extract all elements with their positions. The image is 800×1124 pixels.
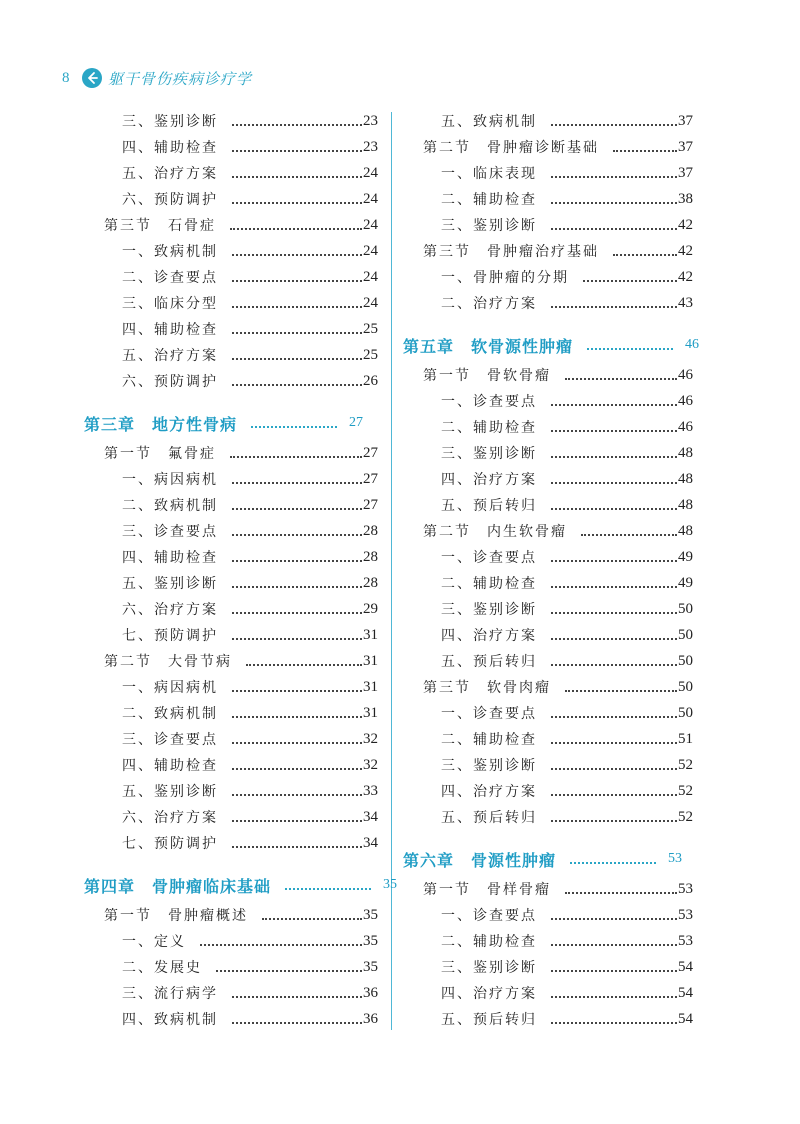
toc-chapter[interactable] — [84, 872, 398, 898]
toc-item[interactable] — [403, 570, 693, 596]
dot-leader — [232, 520, 362, 536]
dot-leader — [216, 956, 362, 972]
toc-item-title: 六、治疗方案 — [122, 810, 218, 826]
toc-item-title: 一、骨肿瘤的分期 — [441, 270, 569, 286]
toc-chapter[interactable] — [84, 410, 378, 436]
dot-leader — [232, 292, 362, 308]
toc-section[interactable] — [84, 648, 378, 674]
toc-item-title: 二、辅助检查 — [441, 934, 537, 950]
toc-item-title: 三、诊查要点 — [122, 524, 218, 540]
toc-section[interactable] — [84, 212, 378, 238]
toc-item[interactable] — [84, 928, 378, 954]
toc-item-title: 五、预后转归 — [441, 498, 537, 514]
toc-page-number: 46 — [678, 366, 693, 383]
toc-page-number: 54 — [678, 984, 693, 1001]
dot-leader — [232, 1008, 362, 1024]
dot-leader — [232, 702, 362, 718]
toc-section-title: 第一节 骨样骨瘤 — [423, 882, 551, 898]
toc-section[interactable] — [403, 876, 693, 902]
toc-item[interactable] — [403, 954, 693, 980]
dot-leader — [232, 572, 362, 588]
toc-page-number: 31 — [363, 678, 378, 695]
dot-leader — [232, 728, 362, 744]
dot-leader — [232, 780, 362, 796]
toc-page-number: 52 — [678, 808, 693, 825]
dot-leader — [232, 494, 362, 510]
toc-page-number: 42 — [678, 216, 693, 233]
toc-section[interactable] — [84, 440, 378, 466]
toc-item[interactable] — [84, 238, 378, 264]
toc-item[interactable] — [403, 596, 693, 622]
toc-page-number: 52 — [678, 782, 693, 799]
toc-page-number: 49 — [678, 574, 693, 591]
dot-leader — [285, 874, 371, 890]
toc-page-number: 28 — [363, 548, 378, 565]
toc-item-title: 一、诊查要点 — [441, 550, 537, 566]
dot-leader — [232, 806, 362, 822]
toc-chapter-title: 第三章 地方性骨病 — [84, 414, 238, 434]
dot-leader — [551, 982, 677, 998]
dot-leader — [551, 162, 677, 178]
toc-item[interactable] — [403, 778, 693, 804]
toc-item[interactable] — [84, 1006, 378, 1032]
toc-page-number: 54 — [678, 1010, 693, 1027]
toc-item-title: 四、辅助检查 — [122, 550, 218, 566]
toc-item-title: 三、诊查要点 — [122, 732, 218, 748]
toc-item-title: 二、辅助检查 — [441, 576, 537, 592]
toc-item-title: 五、治疗方案 — [122, 166, 218, 182]
toc-item[interactable] — [84, 316, 378, 342]
dot-leader — [551, 806, 677, 822]
dot-leader — [551, 904, 677, 920]
toc-page-number: 48 — [678, 444, 693, 461]
toc-item[interactable] — [403, 726, 693, 752]
dot-leader — [587, 334, 673, 350]
toc-item[interactable] — [403, 928, 693, 954]
toc-page-number: 31 — [363, 652, 378, 669]
page-number: 8 — [62, 69, 70, 86]
dot-leader — [232, 370, 362, 386]
toc-item[interactable] — [84, 700, 378, 726]
toc-section[interactable] — [403, 362, 693, 388]
toc-page-number: 48 — [678, 522, 693, 539]
dot-leader — [230, 442, 362, 458]
toc-item[interactable] — [84, 518, 378, 544]
toc-item[interactable] — [403, 108, 693, 134]
toc-page-number: 48 — [678, 496, 693, 513]
toc-page-number: 27 — [363, 496, 378, 513]
dot-leader — [551, 188, 677, 204]
toc-page-number: 35 — [363, 906, 378, 923]
toc-item[interactable] — [84, 368, 378, 394]
toc-item-title: 一、致病机制 — [122, 244, 218, 260]
dot-leader — [583, 266, 677, 282]
toc-chapter[interactable] — [403, 332, 700, 358]
toc-page-number: 31 — [363, 626, 378, 643]
dot-leader — [570, 848, 656, 864]
arrow-left-icon — [82, 68, 102, 88]
toc-item-title: 四、治疗方案 — [441, 986, 537, 1002]
toc-item[interactable] — [84, 134, 378, 160]
toc-page-number: 37 — [678, 138, 693, 155]
toc-item[interactable] — [403, 414, 693, 440]
toc-page-number: 32 — [363, 756, 378, 773]
book-title: 躯干骨伤疾病诊疗学 — [108, 69, 253, 88]
toc-item[interactable] — [84, 752, 378, 778]
toc-item-title: 三、鉴别诊断 — [441, 218, 537, 234]
toc-page-number: 53 — [678, 880, 693, 897]
toc-item[interactable] — [84, 622, 378, 648]
toc-item-title: 三、鉴别诊断 — [122, 114, 218, 130]
toc-page-number: 28 — [363, 522, 378, 539]
toc-page-number: 49 — [678, 548, 693, 565]
dot-leader — [565, 364, 677, 380]
toc-item[interactable] — [84, 492, 378, 518]
toc-item-title: 一、诊查要点 — [441, 908, 537, 924]
toc-item[interactable] — [84, 544, 378, 570]
toc-item[interactable] — [84, 778, 378, 804]
toc-section-title: 第一节 氟骨症 — [104, 446, 216, 462]
toc-page-number: 48 — [678, 470, 693, 487]
dot-leader — [232, 676, 362, 692]
toc-section[interactable] — [403, 134, 693, 160]
toc-item[interactable] — [84, 290, 378, 316]
dot-leader — [565, 676, 677, 692]
dot-leader — [551, 956, 677, 972]
toc-page-number: 24 — [363, 216, 378, 233]
toc-item-title: 五、预后转归 — [441, 810, 537, 826]
toc-section[interactable] — [84, 902, 378, 928]
toc-item-title: 一、诊查要点 — [441, 394, 537, 410]
toc-page-number: 26 — [363, 372, 378, 389]
toc-item[interactable] — [403, 290, 693, 316]
dot-leader — [232, 110, 362, 126]
dot-leader — [246, 650, 362, 666]
toc-page-number: 24 — [363, 268, 378, 285]
toc-page-number: 23 — [363, 112, 378, 129]
toc-page-number: 43 — [678, 294, 693, 311]
toc-right-column — [403, 108, 700, 1032]
toc-section-title: 第三节 石骨症 — [104, 218, 216, 234]
toc-item[interactable] — [403, 622, 693, 648]
toc-page-number: 28 — [363, 574, 378, 591]
toc-page-number: 50 — [678, 626, 693, 643]
dot-leader — [551, 214, 677, 230]
toc-item-title: 二、发展史 — [122, 960, 202, 976]
toc-item-title: 四、治疗方案 — [441, 472, 537, 488]
toc-item[interactable] — [403, 752, 693, 778]
toc-item[interactable] — [403, 1006, 693, 1032]
toc-item[interactable] — [84, 674, 378, 700]
toc-item[interactable] — [403, 544, 693, 570]
toc-item-title: 六、治疗方案 — [122, 602, 218, 618]
toc-page-number: 51 — [678, 730, 693, 747]
toc-page-number: 34 — [363, 834, 378, 851]
toc-page-number: 46 — [678, 392, 693, 409]
toc-item-title: 五、预后转归 — [441, 654, 537, 670]
toc-section-title: 第二节 骨肿瘤诊断基础 — [423, 140, 599, 156]
dot-leader — [551, 728, 677, 744]
toc-item-title: 四、治疗方案 — [441, 628, 537, 644]
toc-item-title: 四、治疗方案 — [441, 784, 537, 800]
toc-item[interactable] — [403, 264, 693, 290]
toc-item-title: 六、预防调护 — [122, 192, 218, 208]
toc-section[interactable] — [403, 518, 693, 544]
toc-item-title: 二、辅助检查 — [441, 420, 537, 436]
toc-page-number: 46 — [678, 418, 693, 435]
toc-item[interactable] — [84, 466, 378, 492]
toc-page-number: 32 — [363, 730, 378, 747]
dot-leader — [565, 878, 677, 894]
toc-item[interactable] — [403, 186, 693, 212]
dot-leader — [232, 188, 362, 204]
toc-chapter-title: 第六章 骨源性肿瘤 — [403, 850, 557, 870]
toc-page-number: 24 — [363, 190, 378, 207]
toc-item[interactable] — [403, 804, 693, 830]
toc-item[interactable] — [403, 648, 693, 674]
toc-section-title: 第二节 大骨节病 — [104, 654, 232, 670]
dot-leader — [551, 754, 677, 770]
toc-page-number: 36 — [363, 1010, 378, 1027]
toc-item-title: 一、病因病机 — [122, 472, 218, 488]
toc-item[interactable] — [403, 980, 693, 1006]
toc-page-number: 35 — [363, 932, 378, 949]
toc-item-title: 四、辅助检查 — [122, 322, 218, 338]
toc-item-title: 一、临床表现 — [441, 166, 537, 182]
dot-leader — [232, 468, 362, 484]
toc-item-title: 四、辅助检查 — [122, 140, 218, 156]
toc-item[interactable] — [84, 980, 378, 1006]
toc-section-title: 第一节 骨软骨瘤 — [423, 368, 551, 384]
toc-item-title: 五、治疗方案 — [122, 348, 218, 364]
toc-chapter-title: 第五章 软骨源性肿瘤 — [403, 336, 574, 356]
toc-item-title: 七、预防调护 — [122, 836, 218, 852]
toc-item[interactable] — [403, 212, 693, 238]
toc-page-number: 53 — [678, 932, 693, 949]
toc-page-number: 29 — [363, 600, 378, 617]
dot-leader — [232, 546, 362, 562]
dot-leader — [232, 832, 362, 848]
toc-item[interactable] — [84, 830, 378, 856]
toc-page-number: 52 — [678, 756, 693, 773]
toc-page-number: 37 — [678, 112, 693, 129]
toc-item[interactable] — [403, 902, 693, 928]
toc-page-number: 50 — [678, 600, 693, 617]
toc-page-number: 42 — [678, 268, 693, 285]
toc-item-title: 一、病因病机 — [122, 680, 218, 696]
dot-leader — [232, 624, 362, 640]
toc-item-title: 七、预防调护 — [122, 628, 218, 644]
toc-item[interactable] — [84, 264, 378, 290]
dot-leader — [551, 390, 677, 406]
dot-leader — [551, 546, 677, 562]
toc-item[interactable] — [84, 186, 378, 212]
toc-item[interactable] — [403, 700, 693, 726]
toc-page-number: 46 — [685, 337, 700, 352]
dot-leader — [232, 240, 362, 256]
toc-page-number: 27 — [349, 415, 364, 430]
dot-leader — [251, 412, 337, 428]
toc-item[interactable] — [403, 440, 693, 466]
toc-page-number: 50 — [678, 652, 693, 669]
toc-page-number: 31 — [363, 704, 378, 721]
toc-page-number: 38 — [678, 190, 693, 207]
dot-leader — [581, 520, 677, 536]
toc-item[interactable] — [84, 726, 378, 752]
dot-leader — [232, 136, 362, 152]
toc-item[interactable] — [403, 160, 693, 186]
toc-item-title: 六、预防调护 — [122, 374, 218, 390]
toc-page-number: 35 — [363, 958, 378, 975]
toc-item-title: 二、致病机制 — [122, 706, 218, 722]
dot-leader — [232, 982, 362, 998]
toc-section-title: 第二节 内生软骨瘤 — [423, 524, 567, 540]
toc-section[interactable] — [403, 238, 693, 264]
dot-leader — [551, 780, 677, 796]
dot-leader — [613, 136, 677, 152]
toc-page-number: 27 — [363, 444, 378, 461]
toc-item-title: 三、鉴别诊断 — [441, 960, 537, 976]
toc-item-title: 二、诊查要点 — [122, 270, 218, 286]
toc-item-title: 五、鉴别诊断 — [122, 784, 218, 800]
dot-leader — [232, 598, 362, 614]
toc-left-column — [84, 108, 398, 1032]
toc-page-number: 42 — [678, 242, 693, 259]
toc-page-number: 24 — [363, 294, 378, 311]
toc-item[interactable] — [84, 342, 378, 368]
toc-item-title: 二、致病机制 — [122, 498, 218, 514]
toc-page-number: 53 — [678, 906, 693, 923]
toc-item-title: 二、辅助检查 — [441, 732, 537, 748]
dot-leader — [230, 214, 362, 230]
toc-page-number: 50 — [678, 678, 693, 695]
dot-leader — [232, 754, 362, 770]
toc-item-title: 三、鉴别诊断 — [441, 446, 537, 462]
toc-page-number: 50 — [678, 704, 693, 721]
toc-page-number: 54 — [678, 958, 693, 975]
toc-chapter[interactable] — [403, 846, 693, 872]
toc-item-title: 三、鉴别诊断 — [441, 758, 537, 774]
dot-leader — [200, 930, 362, 946]
toc-page-number: 36 — [363, 984, 378, 1001]
toc-item[interactable] — [84, 804, 378, 830]
toc-item[interactable] — [84, 108, 378, 134]
toc-item[interactable] — [84, 596, 378, 622]
toc-chapter-title: 第四章 骨肿瘤临床基础 — [84, 876, 272, 896]
toc-item[interactable] — [403, 492, 693, 518]
dot-leader — [551, 494, 677, 510]
toc-page-number: 33 — [363, 782, 378, 799]
toc-page-number: 24 — [363, 242, 378, 259]
toc-page-number: 35 — [383, 877, 398, 892]
dot-leader — [551, 442, 677, 458]
dot-leader — [232, 162, 362, 178]
dot-leader — [551, 416, 677, 432]
dot-leader — [232, 344, 362, 360]
toc-page-number: 53 — [668, 851, 683, 866]
toc-item-title: 三、流行病学 — [122, 986, 218, 1002]
dot-leader — [551, 468, 677, 484]
toc-page-number: 25 — [363, 320, 378, 337]
dot-leader — [551, 702, 677, 718]
toc-item-title: 五、鉴别诊断 — [122, 576, 218, 592]
toc-section[interactable] — [403, 674, 693, 700]
dot-leader — [551, 572, 677, 588]
dot-leader — [613, 240, 677, 256]
toc-page-number: 25 — [363, 346, 378, 363]
dot-leader — [551, 110, 677, 126]
toc-item-title: 五、预后转归 — [441, 1012, 537, 1028]
dot-leader — [551, 930, 677, 946]
toc-item[interactable] — [84, 570, 378, 596]
toc-item-title: 二、辅助检查 — [441, 192, 537, 208]
toc-page-number: 34 — [363, 808, 378, 825]
dot-leader — [262, 904, 362, 920]
toc-item[interactable] — [84, 160, 378, 186]
toc-item-title: 一、定义 — [122, 934, 186, 950]
toc-item-title: 四、辅助检查 — [122, 758, 218, 774]
toc-item[interactable] — [403, 466, 693, 492]
toc-section-title: 第三节 骨肿瘤治疗基础 — [423, 244, 599, 260]
toc-page-number: 37 — [678, 164, 693, 181]
toc-page-number: 23 — [363, 138, 378, 155]
toc-item-title: 三、鉴别诊断 — [441, 602, 537, 618]
toc-page-number: 27 — [363, 470, 378, 487]
dot-leader — [232, 318, 362, 334]
toc-item[interactable] — [403, 388, 693, 414]
toc-section-title: 第三节 软骨肉瘤 — [423, 680, 551, 696]
dot-leader — [551, 1008, 677, 1024]
toc-item-title: 一、诊查要点 — [441, 706, 537, 722]
toc-page-number: 24 — [363, 164, 378, 181]
dot-leader — [551, 292, 677, 308]
toc-item-title: 二、治疗方案 — [441, 296, 537, 312]
toc-item[interactable] — [84, 954, 378, 980]
dot-leader — [551, 624, 677, 640]
dot-leader — [551, 650, 677, 666]
toc-section-title: 第一节 骨肿瘤概述 — [104, 908, 248, 924]
dot-leader — [232, 266, 362, 282]
dot-leader — [551, 598, 677, 614]
toc-item-title: 四、致病机制 — [122, 1012, 218, 1028]
toc-item-title: 五、致病机制 — [441, 114, 537, 130]
page-header — [62, 66, 252, 90]
toc-item-title: 三、临床分型 — [122, 296, 218, 312]
